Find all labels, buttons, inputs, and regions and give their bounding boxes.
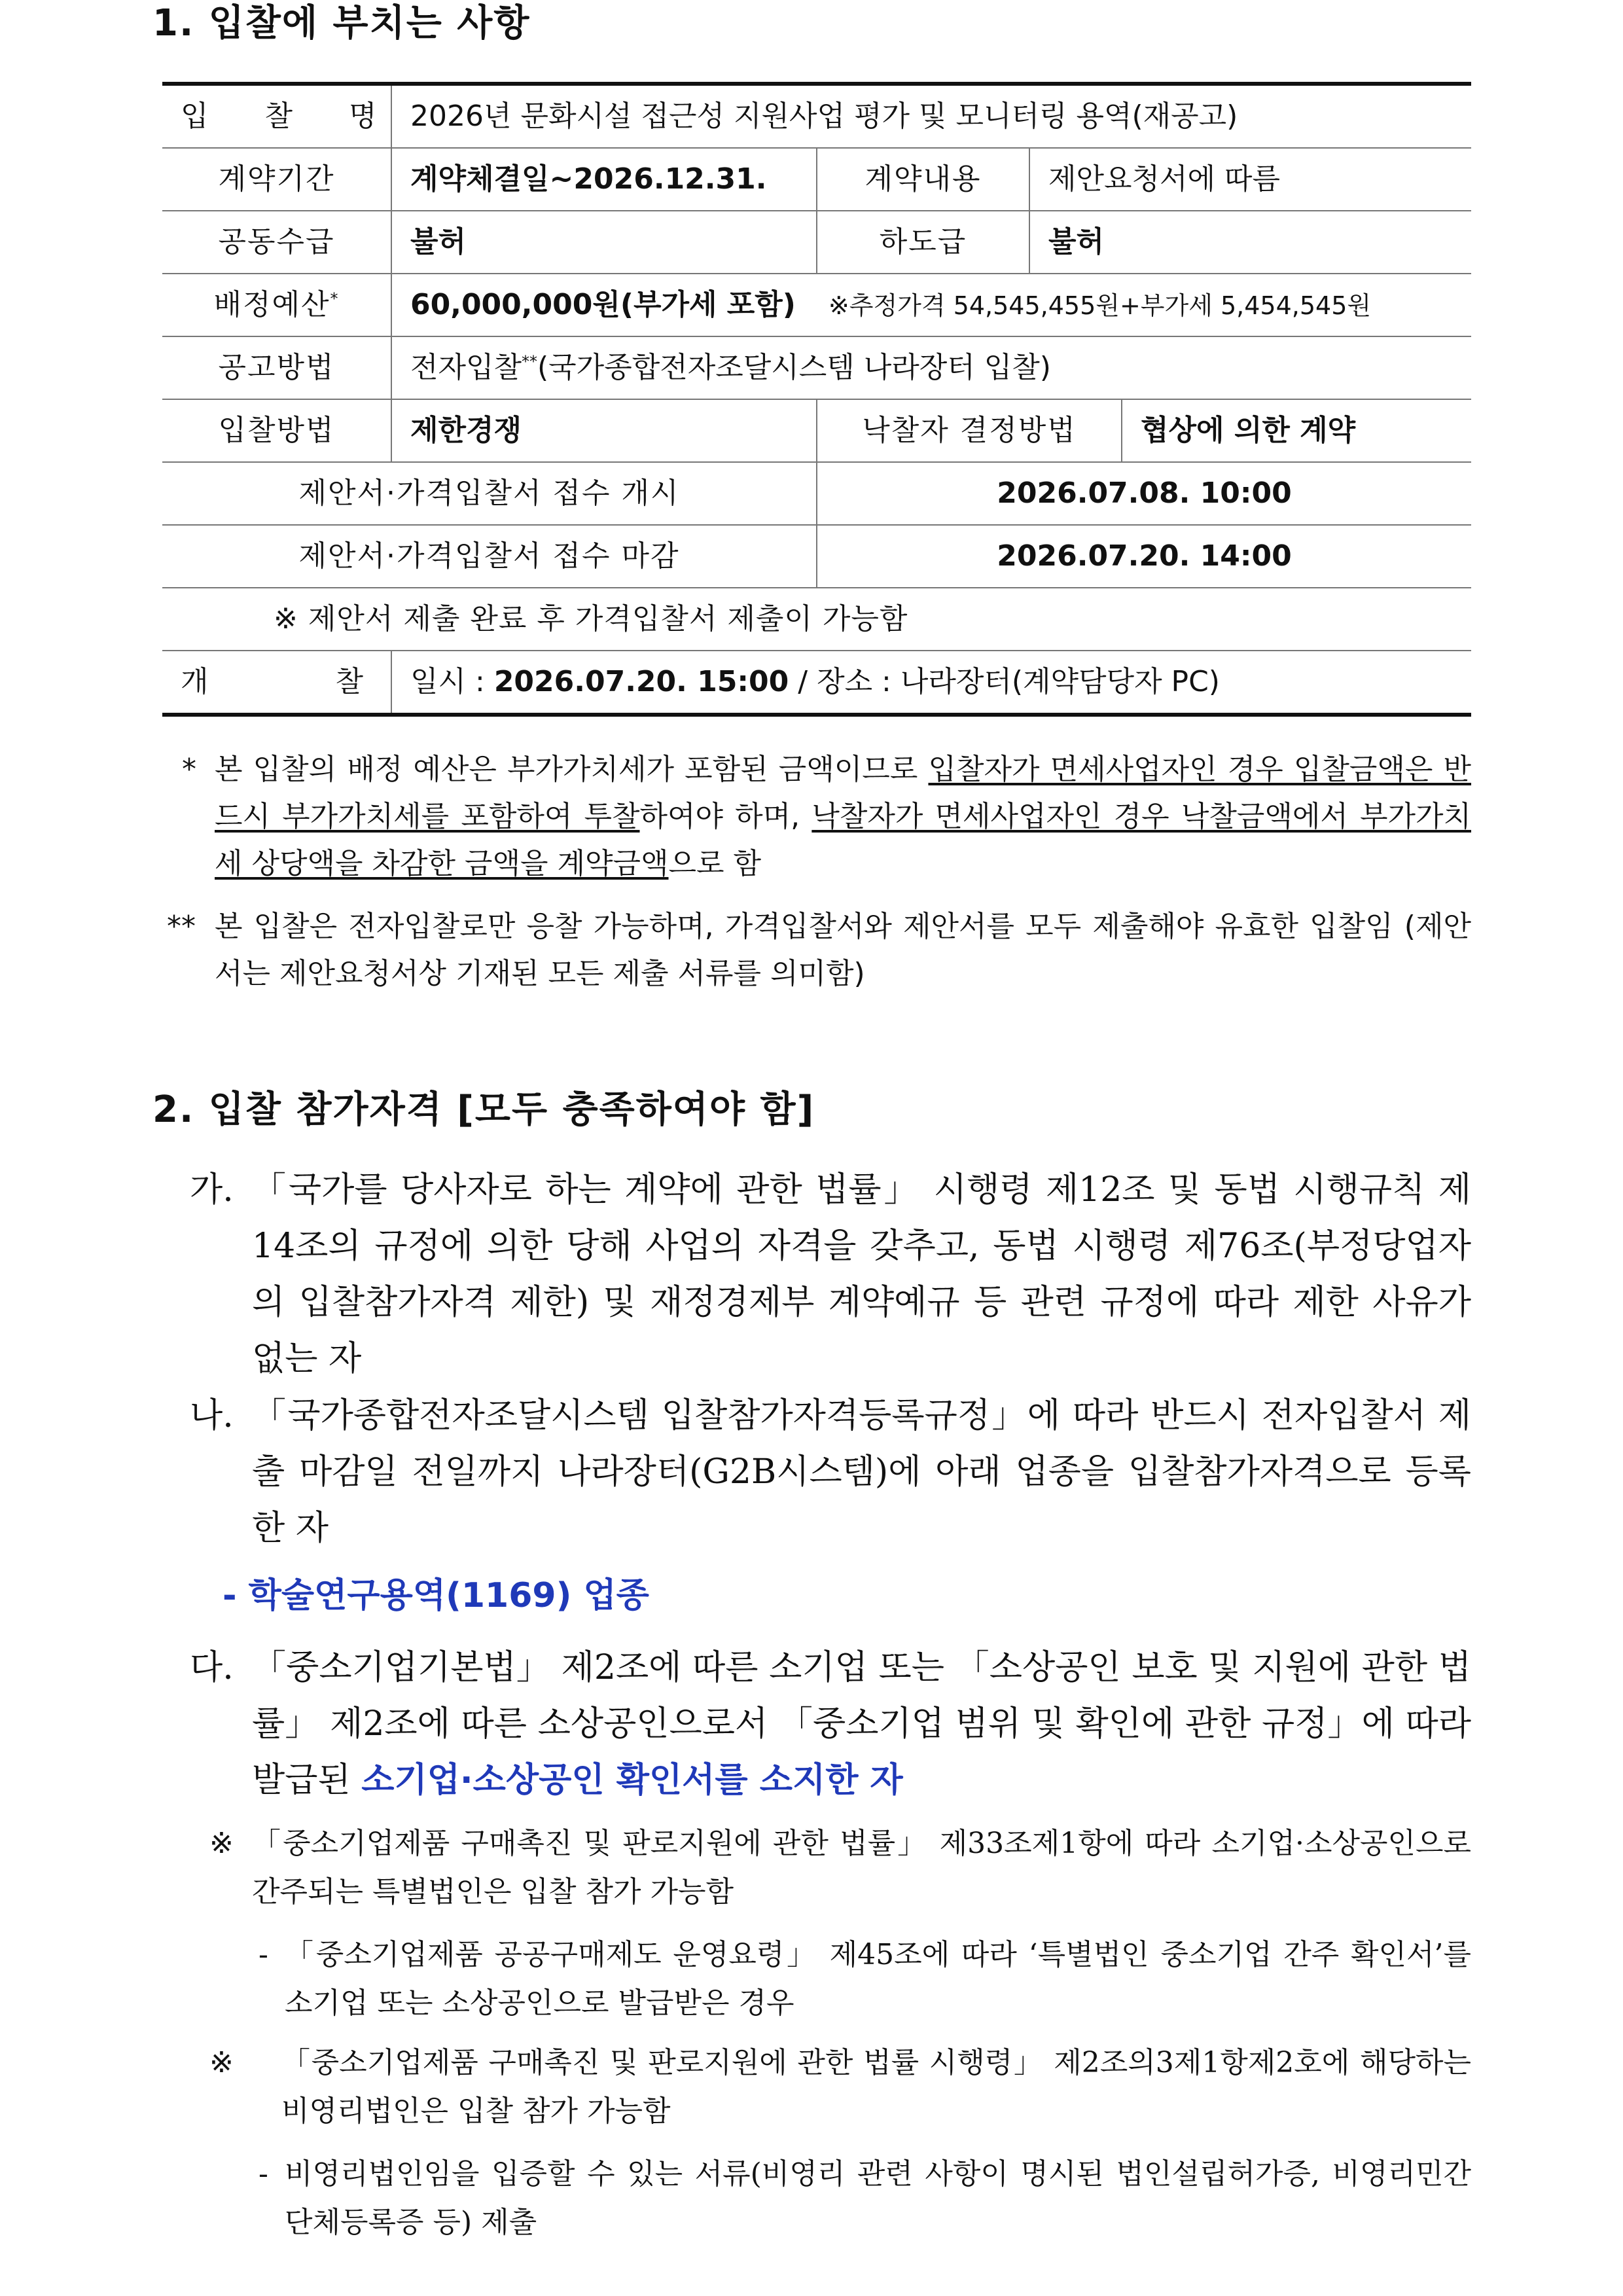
- label-subcontract: 하도급: [817, 211, 1029, 274]
- budget-amount: 60,000,000원(부가세 포함): [410, 288, 796, 322]
- row-bid-name: [162, 84, 1471, 148]
- remark-marker: ※: [209, 2046, 234, 2079]
- bid-info-table: [162, 82, 1471, 717]
- section-2-title: 2. 입찰 참가자격 [모두 충족하여야 함]: [152, 1088, 815, 1131]
- row-notice-method: [162, 336, 1471, 399]
- remark-nonprofit-detail: - 비영리법인임을 입증할 수 있는 서류(비영리 관련 사항이 명시된 법인설립허가증, 비영리민간단체등록증 등) 제출: [259, 2150, 1471, 2247]
- item-ga: 가. 「국가를 당사자로 하는 계약에 관한 법률」 시행령 제12조 및 동법 시행규칙 제14조의 규정에 의한 당해 사업의 자격을 갖추고, 동법 시행령 제76조(부정당업자의 입찰참가자격 제한) 및 재정경제부 계약예규 등 관련 규정에 따라 제한 사유가 없는 자: [190, 1162, 1471, 1387]
- remark-marker: ※: [209, 1827, 234, 1860]
- estimated-price: ※추정가격 54,545,455원+부가세 5,454,545원: [828, 291, 1372, 321]
- value-submission-open: 2026.07.08. 10:00: [817, 462, 1471, 525]
- row-contract-period: [162, 148, 1471, 211]
- item-na: 나. 「국가종합전자조달시스템 입찰참가자격등록규정」에 따라 반드시 전자입찰서 제출 마감일 전일까지 나라장터(G2B시스템)에 아래 업종을 입찰참가자격으로 등록한 자: [190, 1388, 1471, 1556]
- remark-nonprofit: ※ 「중소기업제품 구매촉진 및 판로지원에 관한 법률 시행령」 제2조의3제1항제2호에 해당하는 비영리법인은 입찰 참가 가능함: [209, 2039, 1471, 2136]
- row-submission-open: [162, 462, 1471, 525]
- value-bid-method: 제한경쟁: [391, 399, 817, 462]
- dash-marker: -: [259, 2157, 268, 2191]
- value-award-method: 협상에 의한 계약: [1122, 399, 1471, 462]
- label-submission-close: 제안서·가격입찰서 접수 마감: [162, 525, 817, 588]
- section-1-title: 1. 입찰에 부치는 사항: [152, 2, 531, 45]
- underlined-award-clause: 낙찰자가 면세사업자인 경우 낙찰금액에서 부가가치세 상당액을 차감한 금액을 계약금액: [215, 800, 1472, 880]
- row-submission-close: [162, 525, 1471, 588]
- underlined-bid-clause: 입찰자가 면세사업자인 경우 입찰금액은 반드시 부가가치세를 포함하여 투찰: [215, 753, 1472, 833]
- remark-special-corp-detail: - 「중소기업제품 공공구매제도 운영요령」 제45조에 따라 ‘특별법인 중소기업 간주 확인서’를 소기업 또는 소상공인으로 발급받은 경우: [259, 1931, 1471, 2028]
- label-contract-content: 계약내용: [817, 148, 1029, 211]
- opening-time: 2026.07.20. 15:00: [493, 665, 789, 699]
- value-submission-close: 2026.07.20. 14:00: [817, 525, 1471, 588]
- value-joint-supply: 불허: [391, 211, 817, 274]
- label-submission-open: 제안서·가격입찰서 접수 개시: [162, 462, 817, 525]
- row-joint-supply: [162, 211, 1471, 274]
- value-contract-period: 계약체결일~2026.12.31.: [391, 148, 817, 211]
- row-budget: [162, 274, 1471, 336]
- item-da: 다. 「중소기업기본법」 제2조에 따른 소기업 또는 「소상공인 보호 및 지원에 관한 법률」 제2조에 따른 소상공인으로서 「중소기업 범위 및 확인에 관한 규정」에 따라 발급된 소기업·소상공인 확인서를 소지한 자: [190, 1640, 1471, 1808]
- label-bid-method: 입찰방법: [162, 399, 391, 462]
- notice-footnote-mark: **: [522, 352, 538, 371]
- budget-footnote-mark: *: [330, 289, 340, 308]
- footnote-mark: **: [167, 910, 196, 943]
- required-industry: - 학술연구용역(1169) 업종: [223, 1576, 649, 1615]
- footnote-e-bid: ** 본 입찰은 전자입찰로만 응찰 가능하며, 가격입찰서와 제안서를 모두 제출해야 유효한 입찰임 (제안서는 제안요청서상 기재된 모든 제출 서류를 의미함): [167, 903, 1471, 997]
- dash-marker: -: [259, 1938, 268, 1971]
- submission-remark: ※ 제안서 제출 완료 후 가격입찰서 제출이 가능함: [162, 588, 1471, 651]
- item-marker: 나.: [190, 1396, 234, 1435]
- value-budget: [391, 274, 1471, 336]
- label-budget: 배정예산*: [162, 274, 391, 336]
- row-bid-opening: [162, 651, 1471, 715]
- value-contract-content: 제안요청서에 따름: [1029, 148, 1471, 211]
- label-notice-method: 공고방법: [162, 336, 391, 399]
- footnote-budget: * 본 입찰의 배정 예산은 부가가치세가 포함된 금액이므로 입찰자가 면세사업자인 경우 입찰금액은 반드시 부가가치세를 포함하여 투찰하여야 하며, 낙찰자가 면세사업자인 경우 낙찰금액에서 부가가치세 상당액을 차감한 금액을 계약금액으로 함: [182, 746, 1471, 888]
- row-remark: [162, 588, 1471, 651]
- label-award-method: 낙찰자 결정방법: [817, 399, 1122, 462]
- row-bid-method: [162, 399, 1471, 462]
- value-bid-name: 2026년 문화시설 접근성 지원사업 평가 및 모니터링 용역(재공고): [391, 84, 1471, 148]
- item-marker: 가.: [190, 1170, 234, 1210]
- value-notice-method: 전자입찰**(국가종합전자조달시스템 나라장터 입찰): [391, 336, 1471, 399]
- footnote-mark: *: [182, 753, 196, 786]
- certificate-highlight: 소기업·소상공인 확인서를 소지한 자: [361, 1761, 903, 1800]
- label-bid-opening: 개 찰: [162, 651, 391, 715]
- value-bid-opening: 일시 : 2026.07.20. 15:00 / 장소 : 나라장터(계약담당자 PC): [391, 651, 1471, 715]
- label-contract-period: 계약기간: [162, 148, 391, 211]
- item-marker: 다.: [190, 1648, 234, 1687]
- value-subcontract: 불허: [1029, 211, 1471, 274]
- remark-special-corp: ※ 「중소기업제품 구매촉진 및 판로지원에 관한 법률」 제33조제1항에 따라 소기업·소상공인으로 간주되는 특별법인은 입찰 참가 가능함: [209, 1820, 1471, 1916]
- label-joint-supply: 공동수급: [162, 211, 391, 274]
- label-bid-name: 입 찰 명: [162, 84, 391, 148]
